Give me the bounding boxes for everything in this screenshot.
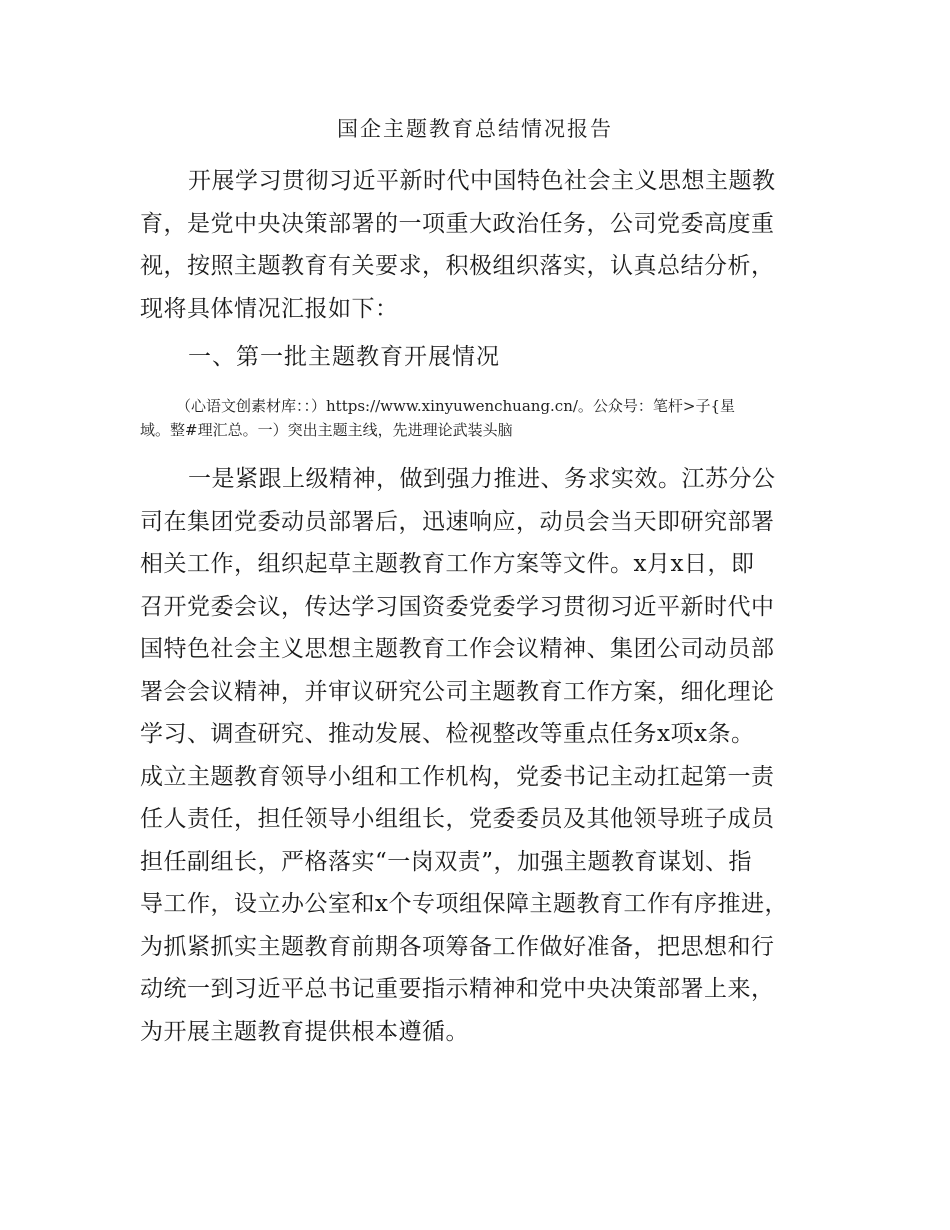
body-paragraph (140, 458, 830, 1053)
intro-line: 育，是党中央决策部署的一项重大政治任务，公司党委高度重 (140, 210, 775, 237)
body-line: 相关工作，组织起草主题教育工作方案等文件。x月x日，即 (140, 551, 755, 577)
body-line: 国特色社会主义思想主题教育工作会议精神、集团公司动员部 (140, 636, 775, 662)
intro-line: 视，按照主题教育有关要求，积极组织落实，认真总结分析， (140, 253, 775, 279)
body-line: 为开展主题教育提供根本遵循。 (140, 1018, 469, 1045)
body-line: 召开党委会议，传达学习国资委党委学习贯彻习近平新时代中 (140, 593, 775, 620)
body-line: 司在集团党委动员部署后，迅速响应，动员会当天即研究部署 (140, 508, 775, 535)
note-line: （心语文创素材库：：）https://www.xinyuwenchuang.cn/。公众号：笔杆>子{星 (176, 397, 736, 415)
intro-line: 开展学习贯彻习近平新时代中国特色社会主义思想主题教 (188, 168, 776, 194)
intro-line: 现将具体情况汇报如下： (140, 295, 399, 322)
section-heading: 一、第一批主题教育开展情况 (188, 344, 500, 370)
body-line: 导工作，设立办公室和x个专项组保障主题教育工作有序推进， (140, 891, 788, 917)
body-line: 署会会议精神，并审议研究公司主题教育工作方案，细化理论 (140, 678, 775, 705)
body-line: 学习、调查研究、推动发展、检视整改等重点任务x项x条。 (140, 721, 755, 747)
body-line: 成立主题教育领导小组和工作机构，党委书记主动扛起第一责 (140, 763, 775, 790)
body-line: 任人责任，担任领导小组组长，党委委员及其他领导班子成员 (140, 806, 775, 832)
document-title: 国企主题教育总结情况报告 (337, 117, 613, 141)
note-line: 域。整#理汇总。一）突出主题主线，先进理论武装头脑 (140, 421, 513, 439)
body-line: 为抓紧抓实主题教育前期各项筹备工作做好准备，把思想和行 (140, 933, 775, 960)
body-line: 担任副组长，严格落实“一岗双责”，加强主题教育谋划、指 (140, 848, 753, 875)
source-note (140, 394, 830, 442)
body-line: 一是紧跟上级精神，做到强力推进、务求实效。江苏分公 (188, 466, 776, 492)
body-line: 动统一到习近平总书记重要指示精神和党中央决策部署上来， (140, 976, 775, 1002)
intro-paragraph (140, 160, 830, 330)
